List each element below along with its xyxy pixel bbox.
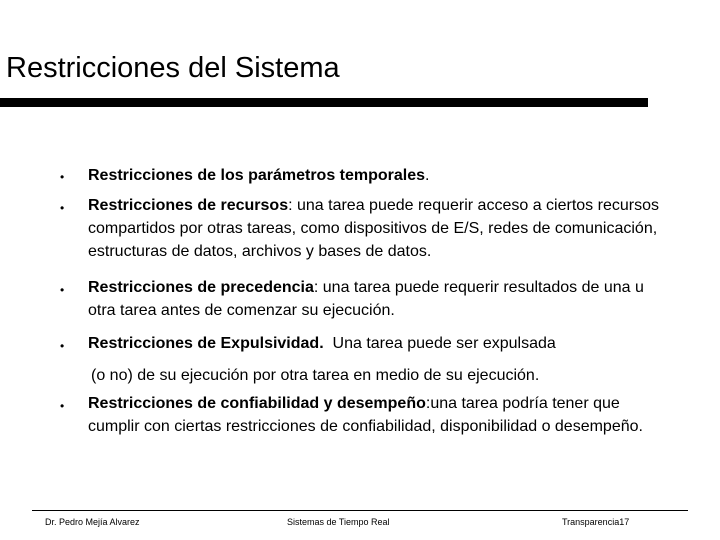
bullet-icon: •	[60, 339, 65, 353]
list-item-continuation: (o no) de su ejecución por otra tarea en medio de su ejecución.	[91, 367, 540, 384]
bullet-icon: •	[60, 283, 65, 297]
list-item	[88, 194, 673, 263]
list-item-text: : una tarea puede requerir acceso a ciertos recursos compartidos por otras tareas, como dispositivos de E/S, redes de comunicación, estructuras de datos, archivos y bases de datos.	[88, 197, 659, 260]
list-item-heading: Restricciones de recursos	[88, 197, 289, 214]
list-item-text: : una tarea puede requerir resultados de una u otra tarea antes de comenzar su ejecución.	[88, 279, 644, 319]
list-item-heading: Restricciones de los parámetros temporales	[88, 167, 426, 184]
footer-divider	[32, 510, 688, 511]
bullet-icon: •	[60, 201, 65, 215]
footer-page-number: Transparencia17	[562, 517, 630, 527]
list-item	[88, 276, 673, 322]
bullet-icon: •	[60, 170, 65, 184]
list-item-text: .	[425, 167, 430, 184]
title-underline-bar	[0, 98, 648, 107]
list-item-heading: Restricciones de confiabilidad y desempeño	[88, 395, 426, 412]
list-item-heading: Restricciones de precedencia	[88, 279, 314, 296]
list-item	[88, 392, 673, 438]
footer-course: Sistemas de Tiempo Real	[287, 517, 390, 527]
list-item	[88, 332, 673, 355]
list-item-text: Una tarea puede ser expulsada	[323, 335, 556, 352]
list-item-heading: Restricciones de Expulsividad.	[88, 335, 324, 352]
list-item	[88, 164, 673, 187]
slide-title: Restricciones del Sistema	[6, 52, 340, 84]
list-item-text: :una tarea podría tener que cumplir con ciertas restricciones de confiabilidad, disponibilidad o desempeño.	[88, 395, 643, 435]
bullet-icon: •	[60, 399, 65, 413]
footer-author: Dr. Pedro Mejía Alvarez	[45, 517, 140, 527]
